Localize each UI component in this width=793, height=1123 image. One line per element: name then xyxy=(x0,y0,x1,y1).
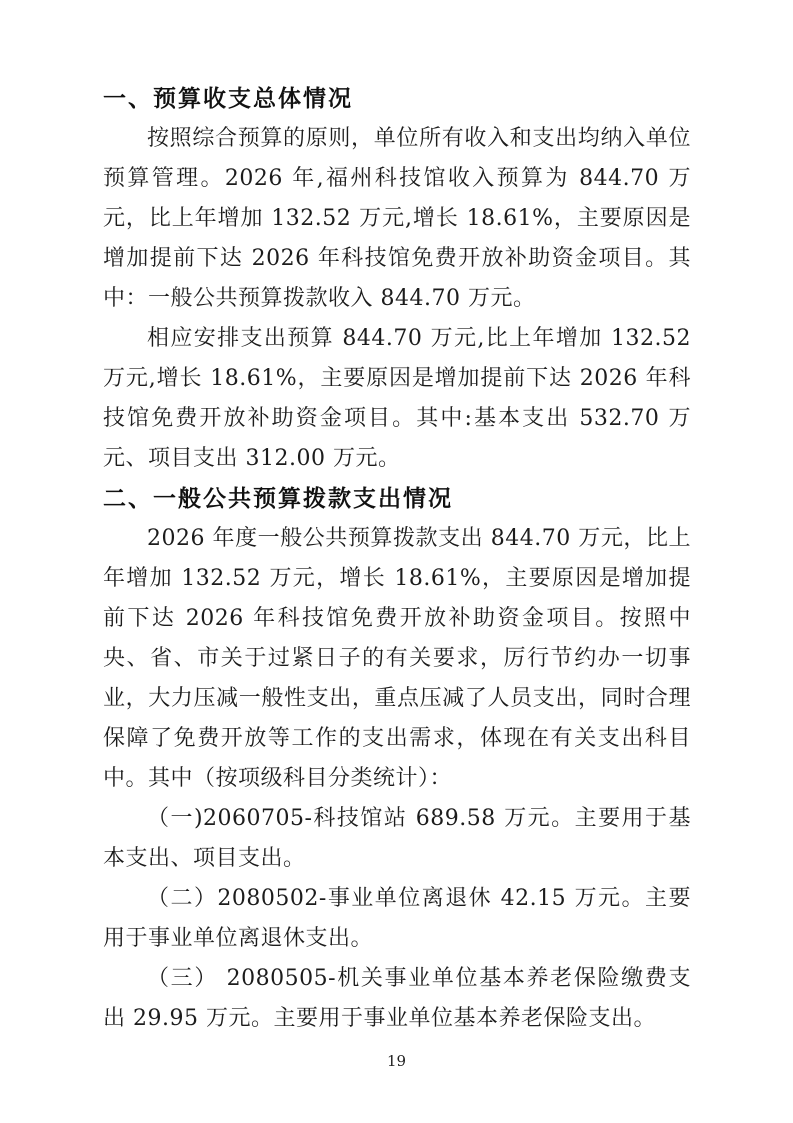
section-1-paragraph-1: 按照综合预算的原则，单位所有收入和支出均纳入单位预算管理。2026 年,福州科技馆收入预算为 844.70 万元，比上年增加 132.52 万元,增长 18.61%，主要原因是增加提前下达 2026 年科技馆免费开放补助资金项目。其中：一般公共预算拨款收入 844.70 万元。 xyxy=(103,126,691,311)
page-content xyxy=(103,79,691,1039)
section-2-item-1: （一)2060705-科技馆站 689.58 万元。主要用于基本支出、项目支出。 xyxy=(103,806,691,871)
page-number: 19 xyxy=(386,1052,407,1070)
section-2-item-2: （二）2080502-事业单位离退休 42.15 万元。主要用于事业单位离退休支出。 xyxy=(103,886,691,951)
section-2-item-3: （三） 2080505-机关事业单位基本养老保险缴费支出 29.95 万元。主要用于事业单位基本养老保险支出。 xyxy=(103,966,691,1031)
section-1-heading: 一、预算收支总体情况 xyxy=(103,86,353,112)
section-2-heading: 二、一般公共预算拨款支出情况 xyxy=(103,486,453,512)
section-1-paragraph-2: 相应安排支出预算 844.70 万元,比上年增加 132.52 万元,增长 18.61%，主要原因是增加提前下达 2026 年科技馆免费开放补助资金项目。其中:基本支出 532.70 万元、项目支出 312.00 万元。 xyxy=(103,326,691,471)
section-2-paragraph-1: 2026 年度一般公共预算拨款支出 844.70 万元，比上年增加 132.52 万元，增长 18.61%，主要原因是增加提前下达 2026 年科技馆免费开放补助资金项目。按照中央、省、市关于过紧日子的有关要求，厉行节约办一切事业，大力压减一般性支出，重点压减了人员支出，同时合理保障了免费开放等工作的支出需求，体现在有关支出科目中。其中（按项级科目分类统计）： xyxy=(103,526,691,791)
